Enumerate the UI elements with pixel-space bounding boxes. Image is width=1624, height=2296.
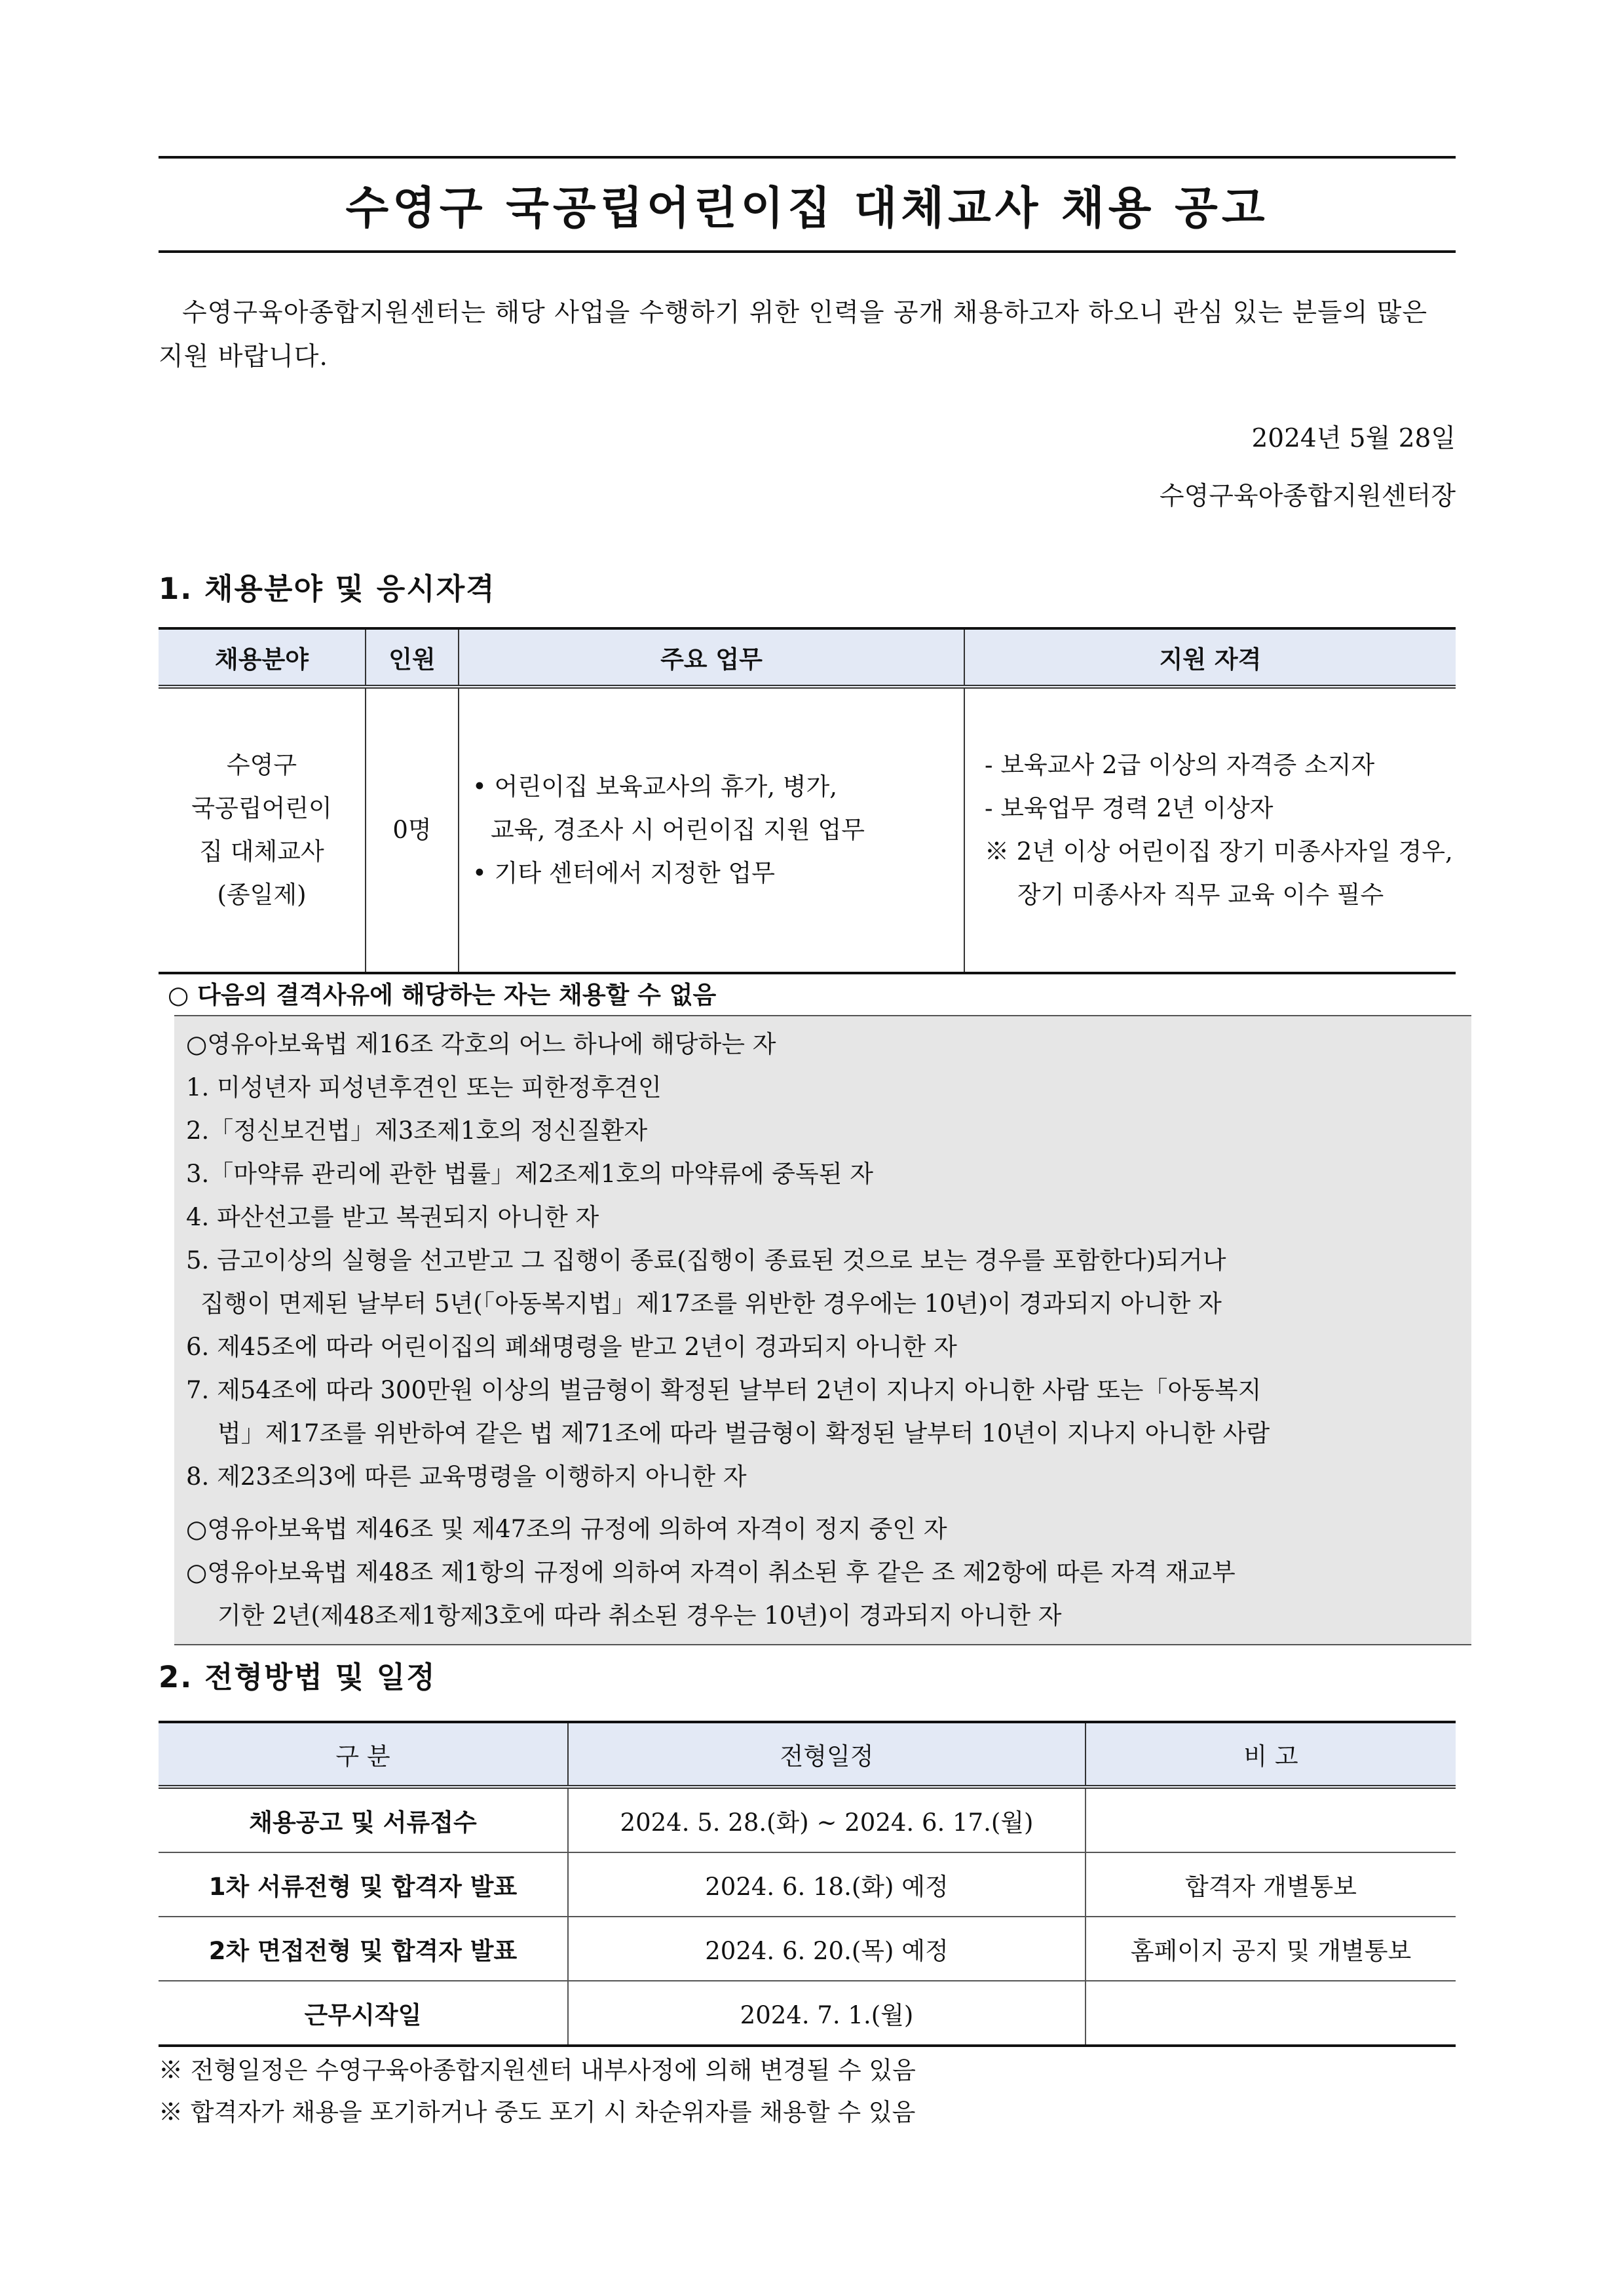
list-item: 6. 제45조에 따라 어린이집의 폐쇄명령을 받고 2년이 경과되지 아니한 자 bbox=[186, 1333, 957, 1361]
list-item: 8. 제23조의3에 따른 교육명령을 이행하지 아니한 자 bbox=[186, 1463, 747, 1491]
list-item: 법」제17조를 위반하여 같은 법 제71조에 따라 벌금형이 확정된 날부터 10년이 지나지 아니한 사람 bbox=[217, 1419, 1270, 1447]
header-field: 채용분야 bbox=[159, 628, 366, 687]
document-page bbox=[159, 156, 1456, 2133]
schedule-table bbox=[159, 1721, 1456, 2047]
footnotes bbox=[159, 2050, 1456, 2133]
list-item: ○영유아보육법 제16조 각호의 어느 하나에 해당하는 자 bbox=[186, 1030, 776, 1058]
list-item: 4. 파산선고를 받고 복권되지 아니한 자 bbox=[186, 1203, 599, 1231]
list-item: 1. 미성년자 피성년후견인 또는 피한정후견인 bbox=[186, 1073, 662, 1101]
table-row: 채용공고 및 서류접수 2024. 5. 28.(화) ~ 2024. 6. 17.(월) bbox=[159, 1787, 1456, 1852]
list-item: 집행이 면제된 날부터 5년(「아동복지법」제17조를 위반한 경우에는 10년)이 경과되지 아니한 자 bbox=[200, 1290, 1222, 1318]
header-qualifications: 지원 자격 bbox=[964, 628, 1456, 687]
table-row: 2차 면접전형 및 합격자 발표 2024. 6. 20.(목) 예정 홈페이지 공지 및 개별통보 bbox=[159, 1917, 1456, 1981]
table-row bbox=[159, 687, 1456, 973]
section1-heading: 1. 채용분야 및 응시자격 bbox=[159, 571, 496, 606]
header-schedule: 전형일정 bbox=[568, 1722, 1086, 1787]
header-category: 구 분 bbox=[159, 1722, 568, 1787]
footnote: ※ 합격자가 채용을 포기하거나 중도 포기 시 차순위자를 채용할 수 있음 bbox=[159, 2098, 916, 2126]
list-item: 2.「정신보건법」제3조제1호의 정신질환자 bbox=[186, 1117, 648, 1145]
duties-cell: • 어린이집 보육교사의 휴가, 병가, 교육, 경조사 시 어린이집 지원 업무 • 기타 센터에서 지정한 업무 bbox=[459, 687, 964, 973]
list-item: ○영유아보육법 제46조 및 제47조의 규정에 의하여 자격이 정지 중인 자 bbox=[186, 1515, 947, 1543]
list-item: 7. 제54조에 따라 300만원 이상의 벌금형이 확정된 날부터 2년이 지나지 아니한 사람 또는「아동복지 bbox=[186, 1376, 1262, 1404]
recruitment-table bbox=[159, 627, 1456, 974]
title-box bbox=[159, 156, 1456, 253]
header-remarks: 비 고 bbox=[1086, 1722, 1456, 1787]
list-item: ○영유아보육법 제48조 제1항의 규정에 의하여 자격이 취소된 후 같은 조 제2항에 따른 자격 재교부 bbox=[186, 1558, 1236, 1586]
table-row: 근무시작일 2024. 7. 1.(월) bbox=[159, 1981, 1456, 2046]
list-item: 5. 금고이상의 실형을 선고받고 그 집행이 종료(집행이 종료된 것으로 보는 경우를 포함한다)되거나 bbox=[186, 1246, 1226, 1274]
section2-heading: 2. 전형방법 및 일정 bbox=[159, 1660, 436, 1694]
page-title: 수영구 국공립어린이집 대체교사 채용 공고 bbox=[345, 182, 1269, 235]
table-header-row bbox=[159, 1722, 1456, 1787]
issuer-name: 수영구육아종합지원센터장 bbox=[1159, 482, 1456, 511]
date-block bbox=[159, 410, 1456, 526]
count-cell: 0명 bbox=[366, 687, 459, 973]
disqualification-heading: ○ 다음의 결격사유에 해당하는 자는 채용할 수 없음 bbox=[168, 981, 717, 1009]
table-header-row bbox=[159, 628, 1456, 687]
qualifications-cell: - 보육교사 2급 이상의 자격증 소지자 - 보육업무 경력 2년 이상자 ※ 2년 이상 어린이집 장기 미종사자일 경우, 장기 미종사자 직무 교육 이수 필수 bbox=[964, 687, 1456, 973]
announcement-date: 2024년 5월 28일 bbox=[1251, 424, 1456, 453]
table-row: 1차 서류전형 및 합격자 발표 2024. 6. 18.(화) 예정 합격자 개별통보 bbox=[159, 1852, 1456, 1917]
field-cell: 수영구 국공립어린이 집 대체교사 (종일제) bbox=[159, 687, 366, 973]
header-duties: 주요 업무 bbox=[459, 628, 964, 687]
disqualification-box bbox=[174, 1015, 1471, 1645]
list-item: 기한 2년(제48조제1항제3호에 따라 취소된 경우는 10년)이 경과되지 아니한 자 bbox=[217, 1601, 1062, 1630]
intro-paragraph: 수영구육아종합지원센터는 해당 사업을 수행하기 위한 인력을 공개 채용하고자 하오니 관심 있는 분들의 많은 지원 바랍니다. bbox=[159, 298, 1428, 372]
header-count: 인원 bbox=[366, 628, 459, 687]
list-item: 3.「마약류 관리에 관한 법률」제2조제1호의 마약류에 중독된 자 bbox=[186, 1160, 874, 1188]
footnote: ※ 전형일정은 수영구육아종합지원센터 내부사정에 의해 변경될 수 있음 bbox=[159, 2056, 916, 2084]
